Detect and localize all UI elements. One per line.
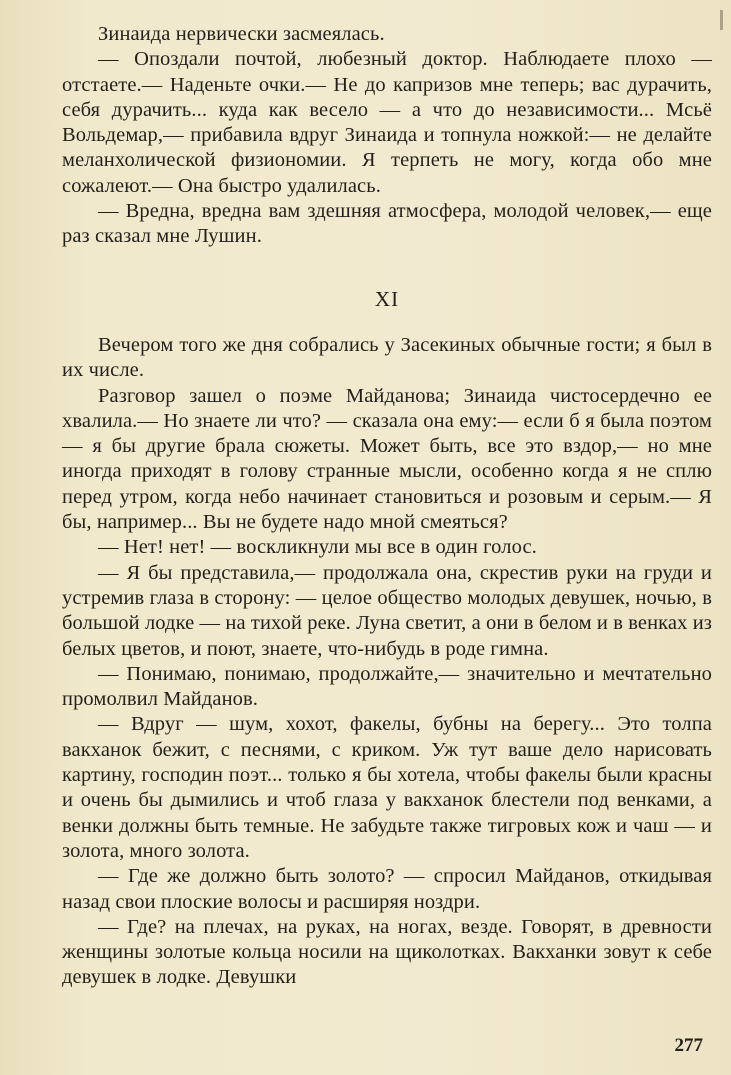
paragraph: — Вредна, вредна вам здешняя атмосфера, молодой человек,— еще раз сказал мне Лушин. xyxy=(62,200,712,248)
paragraph: — Где же должно быть золото? — спросил Майданов, откидывая назад свои плоские волосы и расширяя ноздри. xyxy=(62,865,712,913)
paragraph: — Где? на плечах, на руках, на ногах, везде. Говорят, в древности женщины золотые кольца носили на щиколотках. Вакханки зовут к себе девушек в лодке. Девушки xyxy=(62,915,712,989)
page-edge-mark xyxy=(720,10,723,30)
page-number: 277 xyxy=(674,1035,703,1056)
paragraph: — Вдруг — шум, хохот, факелы, бубны на берегу... Это толпа вакханок бежит, с песнями, с криком. Уж тут ваше дело нарисовать картину, господин поэт... только я бы хотела, чтобы факелы были красны и очень бы дымились и чтоб глаза у вакханок блестели под венками, а венки должны быть темные. Не забудьте также тигровых кож и чаш — и золота, много золота. xyxy=(62,713,712,862)
paragraph: Разговор зашел о поэме Майданова; Зинаида чистосердечно ее хвалила.— Но знаете ли что? — сказала она ему:— если б я была поэтом — я бы другие брала сюжеты. Может быть, все это вздор,— но мне иногда приходят в голову странные мысли, особенно когда я не сплю перед утром, когда небо начинает становиться и розовым и серым.— Я бы, например... Вы не будете надо мной смеяться? xyxy=(62,384,712,534)
paragraph: Вечером того же дня собрались у Засекиных обычные гости; я был в их числе. xyxy=(62,334,712,382)
paragraph: — Опоздали почтой, любезный доктор. Наблюдаете плохо — отстаете.— Наденьте очки.— Не до капризов мне теперь; вас дурачить, себя дурачить... куда как весело — а что до независимости... Мсьё Вольдемар,— прибавила вдруг Зинаида и топнула ножкой:— не делайте меланхолической физиономии. Я терпеть не могу, когда обо мне сожалеют.— Она быстро удалилась. xyxy=(62,48,712,197)
paragraph: — Я бы представила,— продолжала она, скрестив руки на груди и устремив глаза в сторону: — целое общество молодых девушек, ночью, в большой лодке — на тихой реке. Луна светит, а они в белом и в венках из белых цветов, и поют, знаете, что-нибудь в роде гимна. xyxy=(62,561,712,660)
paragraph: Зинаида нервически засмеялась. xyxy=(98,23,385,45)
paragraph: — Понимаю, понимаю, продолжайте,— значительно и мечтательно промолвил Майданов. xyxy=(62,662,712,711)
chapter-heading: XI xyxy=(374,287,400,311)
paragraph: — Нет! нет! — воскликнули мы все в один голос. xyxy=(98,536,537,559)
text-block-top xyxy=(62,22,712,250)
text-block-main xyxy=(62,333,712,991)
